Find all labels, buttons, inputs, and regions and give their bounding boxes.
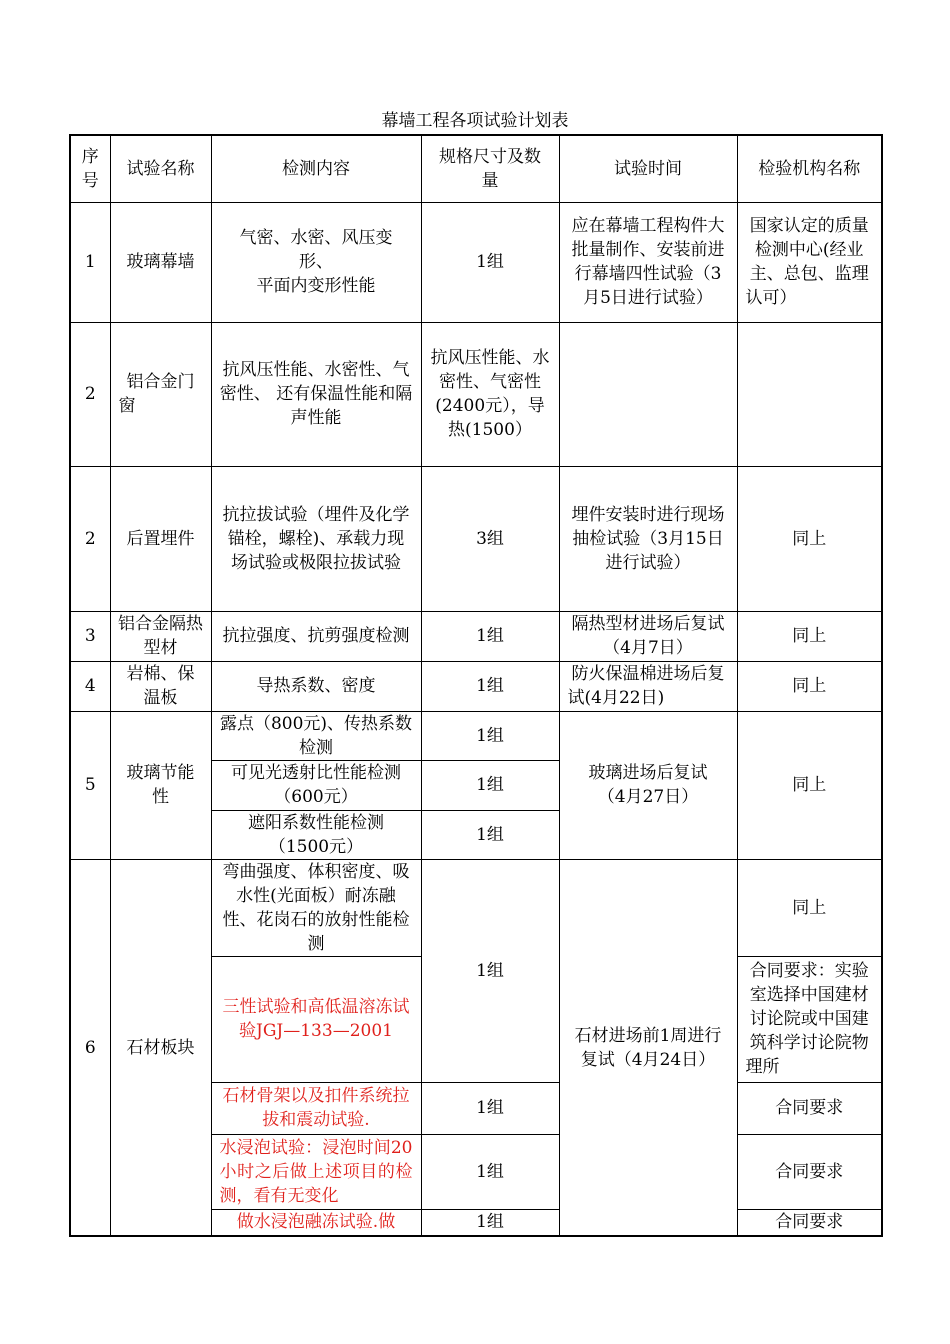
row-content: 遮阳系数性能检测（1500元） <box>211 810 421 859</box>
row-agency: 同上 <box>737 661 882 711</box>
row-agency: 同上 <box>737 466 882 611</box>
row-agency: 同上 <box>737 611 882 661</box>
header-agency: 检验机构名称 <box>737 135 882 202</box>
table-row <box>70 611 882 661</box>
table-row <box>70 859 882 956</box>
row-time: 隔热型材进场后复试（4月7日） <box>559 611 737 661</box>
row-spec: 1组 <box>421 1209 559 1236</box>
row-name: 玻璃节能性 <box>110 711 211 859</box>
row-spec: 1组 <box>421 859 559 1082</box>
table-row <box>70 711 882 760</box>
header-seq: 序 号 <box>70 135 110 202</box>
row-content: 气密、水密、风压变形、 平面内变形性能 <box>211 202 421 322</box>
row-content: 做水浸泡融冻试验.做 <box>211 1209 421 1236</box>
row-seq: 4 <box>70 661 110 711</box>
table-row <box>70 466 882 611</box>
row-spec: 1组 <box>421 760 559 810</box>
row-agency: 同上 <box>737 859 882 956</box>
row-time: 防火保温棉进场后复试(4月22日) <box>559 661 737 711</box>
row-name: 铝合金隔热型材 <box>110 611 211 661</box>
row-content: 抗风压性能、水密性、气密性、 还有保温性能和隔声性能 <box>211 322 421 466</box>
row-seq: 2 <box>70 466 110 611</box>
row-time: 玻璃进场后复试（4月27日） <box>559 711 737 859</box>
row-name: 岩棉、保温板 <box>110 661 211 711</box>
row-spec: 3组 <box>421 466 559 611</box>
row-agency: 合同要求 <box>737 1082 882 1134</box>
row-spec: 1组 <box>421 1134 559 1209</box>
row-name: 石材板块 <box>110 859 211 1236</box>
row-agency: 合同要求 <box>737 1209 882 1236</box>
row-content: 抗拉拔试验（埋件及化学锚栓，螺栓)、承载力现场试验或极限拉拔试验 <box>211 466 421 611</box>
row-seq: 6 <box>70 859 110 1236</box>
row-content: 三性试验和高低温溶冻试验JGJ—133—2001 <box>211 956 421 1082</box>
row-agency: 合同要求：实验室选择中国建材讨论院或中国建筑科学讨论院物理所 <box>737 956 882 1082</box>
row-content: 可见光透射比性能检测（600元） <box>211 760 421 810</box>
row-name: 后置埋件 <box>110 466 211 611</box>
row-seq: 5 <box>70 711 110 859</box>
page-title: 幕墙工程各项试验计划表 <box>381 111 569 131</box>
header-spec: 规格尺寸及数量 <box>421 135 559 202</box>
row-spec: 抗风压性能、水密性、气密性(2400元），导热(1500） <box>421 322 559 466</box>
table-row <box>70 202 882 322</box>
row-seq: 1 <box>70 202 110 322</box>
row-spec: 1组 <box>421 1082 559 1134</box>
test-plan-table <box>69 134 883 1237</box>
row-time: 埋件安装时进行现场抽检试验（3月15日进行试验） <box>559 466 737 611</box>
row-name: 玻璃幕墙 <box>110 202 211 322</box>
row-time: 应在幕墙工程构件大批量制作、安装前进行幕墙四性试验（3月5日进行试验） <box>559 202 737 322</box>
row-spec: 1组 <box>421 611 559 661</box>
row-content: 导热系数、密度 <box>211 661 421 711</box>
row-agency: 合同要求 <box>737 1134 882 1209</box>
table-row <box>70 322 882 466</box>
row-content: 露点（800元)、传热系数检测 <box>211 711 421 760</box>
header-time: 试验时间 <box>559 135 737 202</box>
row-time: 石材进场前1周进行复试（4月24日） <box>559 859 737 1236</box>
row-content: 水浸泡试验：浸泡时间20小时之后做上述项目的检测，看有无变化 <box>211 1134 421 1209</box>
row-seq: 2 <box>70 322 110 466</box>
row-agency: 国家认定的质量检测中心(经业主、总包、监理认可） <box>737 202 882 322</box>
row-agency <box>737 322 882 466</box>
row-content: 石材骨架以及扣件系统拉拔和震动试验. <box>211 1082 421 1134</box>
table-row <box>70 661 882 711</box>
header-content: 检测内容 <box>211 135 421 202</box>
table-header-row <box>70 135 882 202</box>
header-name: 试验名称 <box>110 135 211 202</box>
row-spec: 1组 <box>421 661 559 711</box>
row-time <box>559 322 737 466</box>
row-spec: 1组 <box>421 810 559 859</box>
row-agency: 同上 <box>737 711 882 859</box>
row-content: 弯曲强度、体积密度、吸水性(光面板）耐冻融性、花岗石的放射性能检测 <box>211 859 421 956</box>
row-spec: 1组 <box>421 711 559 760</box>
row-seq: 3 <box>70 611 110 661</box>
row-content: 抗拉强度、抗剪强度检测 <box>211 611 421 661</box>
row-spec: 1组 <box>421 202 559 322</box>
row-name: 铝合金门窗 <box>110 322 211 466</box>
